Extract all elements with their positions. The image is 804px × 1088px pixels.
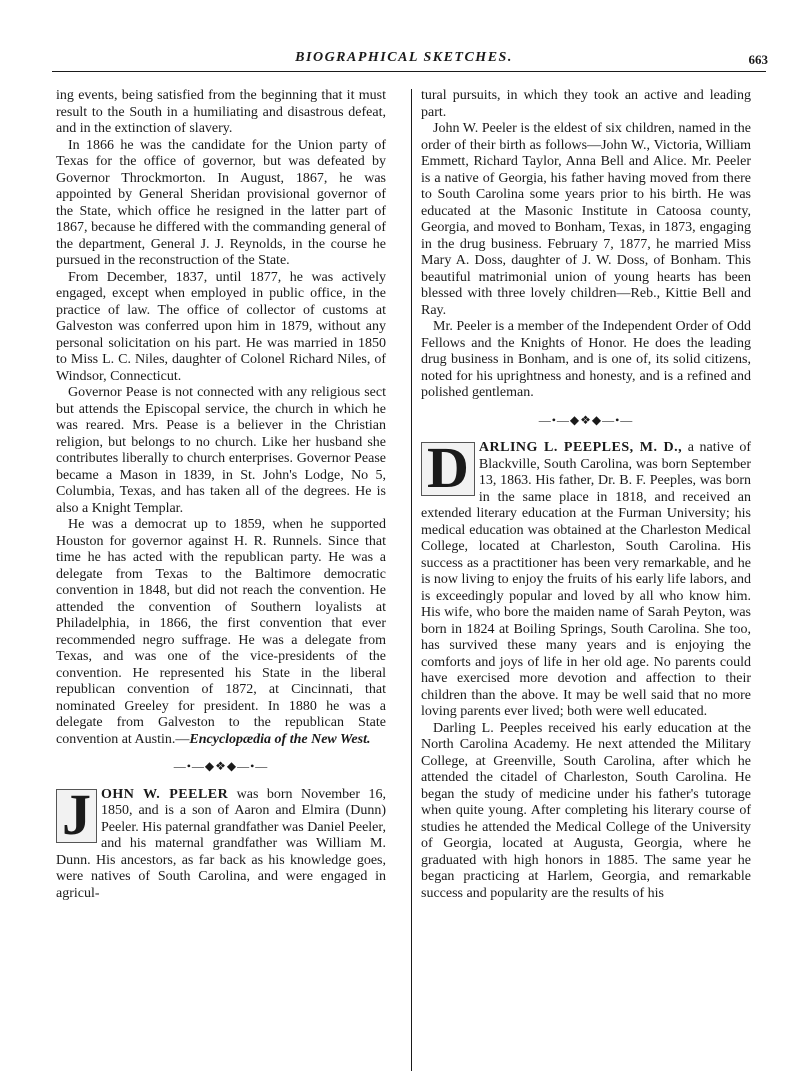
drop-cap: D [421, 442, 475, 496]
paragraph: Mr. Peeler is a member of the Independent Order of Odd Fellows and the Knights of Honor. He does the leading drug business in Bonham, and is one of, its solid citizens, noted for his uprightness and honesty, and is a refined and polished gentleman. [421, 319, 751, 400]
running-title: BIOGRAPHICAL SKETCHES. [295, 50, 513, 65]
page-header [40, 50, 768, 70]
drop-cap: J [56, 789, 97, 843]
citation: Encyclopædia of the New West. [189, 731, 371, 747]
peeples-sketch-opening [421, 435, 751, 721]
section-ornament: —•—◆❖◆—•— [173, 759, 269, 773]
paragraph: From December, 1837, until 1877, he was actively engaged, except when employed in public office, in the practice of law. The office of collector of customs at Galveston was conferred upon him in 1879, without any personal solicitation on his part. He was married in 1850 to Miss L. C. Niles, daughter of Colonel Richard Niles, of Windsor, Connecticut. [56, 269, 386, 384]
page-number: 663 [748, 52, 768, 67]
paragraph: In 1866 he was the candidate for the Union party of Texas for the office of governor, but was defeated by Governor Throckmorton. In August, 1867, he was appointed by General Sheridan provisional governor of the State, which office he resigned in the latter part of 1867, because he differed with the commanding general of the department, General J. J. Reynolds, in the course he pursued in the reconstruction of the State. [56, 137, 386, 268]
header-rule [52, 71, 766, 72]
paragraph: ing events, being satisfied from the beginning that it must result to the South in a humiliating and disastrous defeat, and in the extinction of slavery. [56, 88, 386, 136]
paragraph: Governor Pease is not connected with any religious sect but attends the Episcopal service, the church in which he was reared. Mrs. Pease is a believer in the Christian religion, but belongs to no church. Like her husband she contributes liberally to church enterprises. Governor Pease became a Mason in 1839, in St. John's Lodge, No 5, Columbia, Texas, and has taken all of the degrees. He is also a Knight Templar. [56, 385, 386, 516]
paragraph: Darling L. Peeples received his early education at the North Carolina Academy. He next attended the Military College, at Greenville, South Carolina, after which he attended the citadel of Charleston, South Carolina. He began the study of medicine under his father's tutorage when quite young. After completing his literary course of studies he attended the Medical College of the University of Georgia, located at Augusta, Georgia, where he graduated with high honors in 1885. The same year he began practicing at Harlem, Georgia, and remarkable success and popularity are the results of his [421, 720, 751, 901]
paragraph [56, 517, 386, 748]
paragraph: tural pursuits, in which they took an active and leading part. [421, 88, 751, 120]
paragraph-text: He was a democrat up to 1859, when he supported Houston for governor against H. R. Runnels. Since that time he has acted with the republican party. He was a delegate from Texas to the Baltimore democratic convention in 1848, but did not reach the convention. He attended the convention of Southern loyalists at Philadelphia, in 1866, the first convention that ever recommended negro suffrage. He was a delegate from Texas, and was one of the vice-presidents of the convention. He represented his State in the liberal republican convention of 1872, at Cincinnati, that nominated Greeley for president. In 1880 he was a delegate from Galveston to the republican State convention at Austin.— [56, 517, 386, 747]
paragraph-text: a native of Blackville, South Carolina, was born September 13, 1863. His father, Dr. B. F. Peeples, was born in the same place in 1818, and received an extended literary education at the Furman University; his medical education was obtained at the Charleston Medical College, located at Charleston, South Carolina. His success as a practitioner has been very remarkable, and he is now living to enjoy the fruits of his early life labors, and is exceedingly popular and loved by all who know him. His wife, who bore the maiden name of Sarah Peyton, was born in 1824 at Boiling Springs, South Carolina. She too, has survived these many years and is enjoying the comforts and joys of life in her old age. No parents could have exercised more devotion and affection to their children than the above. It may be well said that no more loving parents ever lived; both were well educated. [421, 440, 751, 719]
paragraph-text: was born November 16, 1850, and is a son of Aaron and Elmira (Dunn) Peeler. His paternal grandfather was Daniel Peeler, and his maternal grandfather was William M. Dunn. His ancestors, as far back as his knowledge goes, were natives of South Carolina, and were engaged in agricul- [56, 786, 386, 901]
peeler-sketch-opening [56, 781, 386, 903]
right-column [421, 88, 751, 902]
column-divider [411, 89, 412, 1071]
section-ornament: —•—◆❖◆—•— [538, 412, 634, 427]
subject-name: ARLING L. PEEPLES, M. D., [478, 440, 683, 455]
paragraph: John W. Peeler is the eldest of six children, named in the order of their birth as follows—John W., Victoria, William Emmett, Richard Taylor, Anna Bell and Alice. Mr. Peeler is a native of Georgia, his father having moved from there to South Carolina some years prior to his birth. He was educated at the Masonic Institute in Catoosa county, Georgia, and moved to Bonham, Texas, in 1873, engaging in the drug business. February 7, 1877, he married Miss Mary A. Doss, daughter of J. W. Doss, of Bonham. This beautiful matrimonial union of young hearts has been blessed with three lovely children—Reb., Kittie Bell and Ray. [421, 121, 751, 318]
subject-name: OHN W. PEELER [101, 786, 229, 802]
left-column [56, 88, 386, 902]
